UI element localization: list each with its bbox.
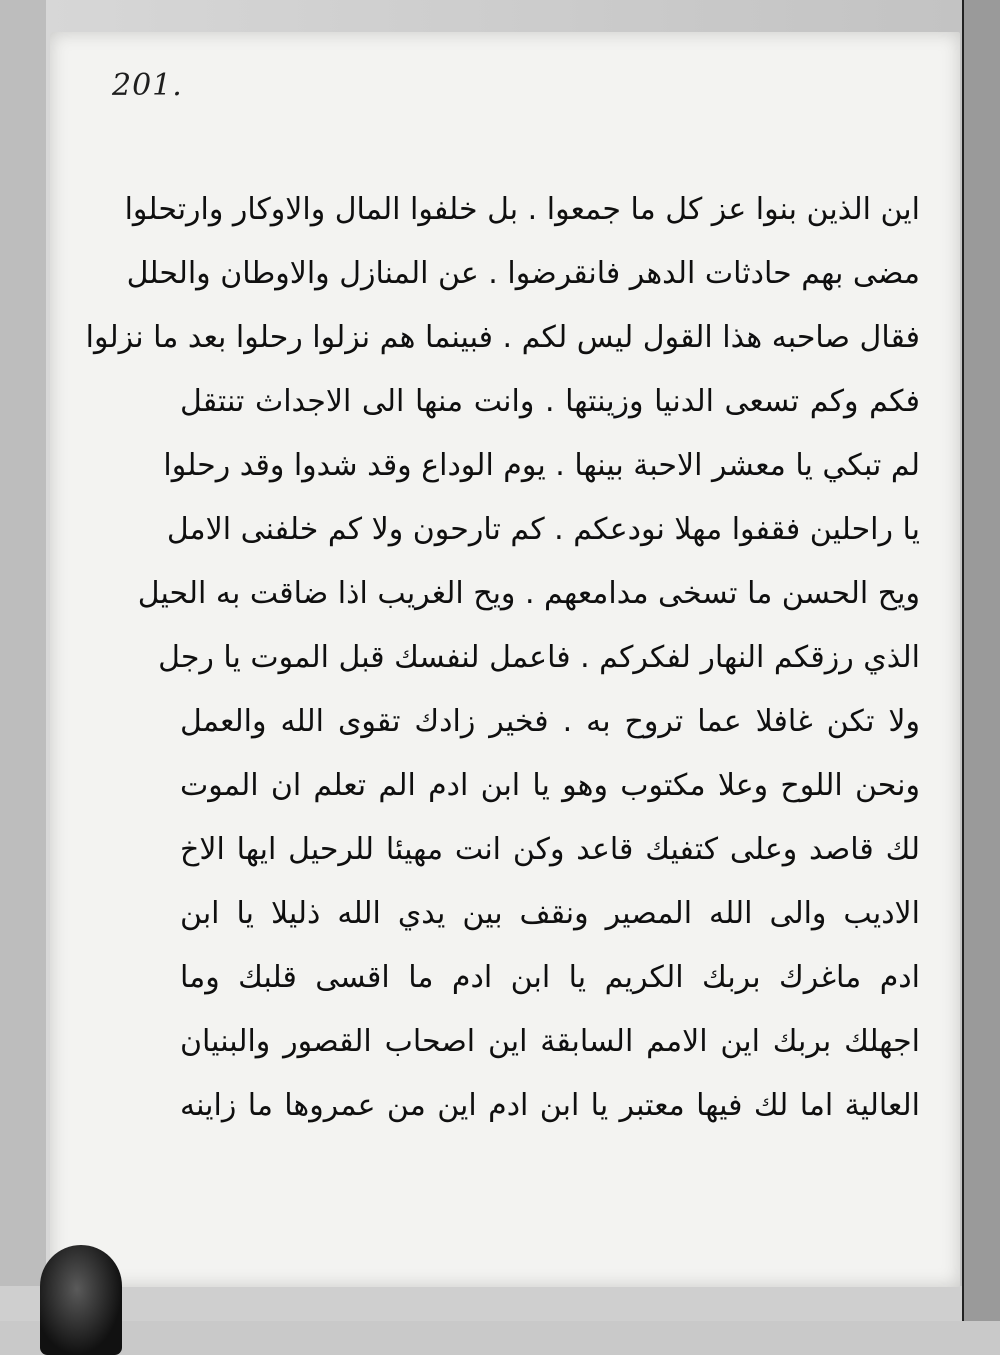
thumb-holding-page [40, 1245, 122, 1355]
manuscript-line: ولا تكن غافلا عما تروح به . فخير زادك تقوى الله والعمل [180, 704, 920, 739]
folio-number: 201. [112, 68, 183, 103]
manuscript-line: اجهلك بربك اين الامم السابقة اين اصحاب القصور والبنيان [180, 1024, 920, 1059]
manuscript-line: ونحن اللوح وعلا مكتوب وهو يا ابن ادم الم تعلم ان الموت [180, 768, 920, 803]
manuscript-line: يا راحلين فقفوا مهلا نودعكم . كم تارحون ولا كم خلفنى الامل [166, 512, 920, 547]
manuscript-text-block [85, 178, 920, 1138]
manuscript-line: الذي رزقكم النهار لفكركم . فاعمل لنفسك قبل الموت يا رجل [158, 640, 920, 675]
manuscript-line: ادم ماغرك بربك الكريم يا ابن ادم ما اقسى قلبك وما [180, 960, 920, 995]
manuscript-line: لك قاصد وعلى كتفيك قاعد وكن انت مهيئا للرحيل ايها الاخ [180, 832, 920, 867]
manuscript-line: لم تبكي يا معشر الاحبة بينها . يوم الوداع وقد شدوا وقد رحلوا [163, 448, 920, 483]
scanner-bed-left [0, 0, 46, 1321]
manuscript-line: العالية اما لك فيها معتبر يا ابن ادم اين من عمروها ما زاينه [180, 1088, 920, 1123]
manuscript-line: فكم وكم تسعى الدنيا وزينتها . وانت منها الى الاجداث تنتقل [180, 384, 920, 419]
book-binding-edge [964, 0, 1000, 1321]
manuscript-line: ويح الحسن ما تسخى مدامعهم . ويح الغريب اذا ضاقت به الحيل [137, 576, 920, 611]
binding-rule-line [962, 0, 964, 1321]
manuscript-line: الاديب والى الله المصير ونقف بين يدي الله ذليلا يا ابن [180, 896, 920, 931]
scanner-bed-bottom [0, 1286, 1000, 1321]
manuscript-line: اين الذين بنوا عز كل ما جمعوا . بل خلفوا المال والاوكار وارتحلوا [124, 192, 920, 227]
manuscript-line: فقال صاحبه هذا القول ليس لكم . فبينما هم نزلوا رحلوا بعد ما نزلوا [85, 320, 920, 355]
manuscript-line: مضى بهم حادثات الدهر فانقرضوا . عن المنازل والاوطان والحلل [126, 256, 920, 291]
